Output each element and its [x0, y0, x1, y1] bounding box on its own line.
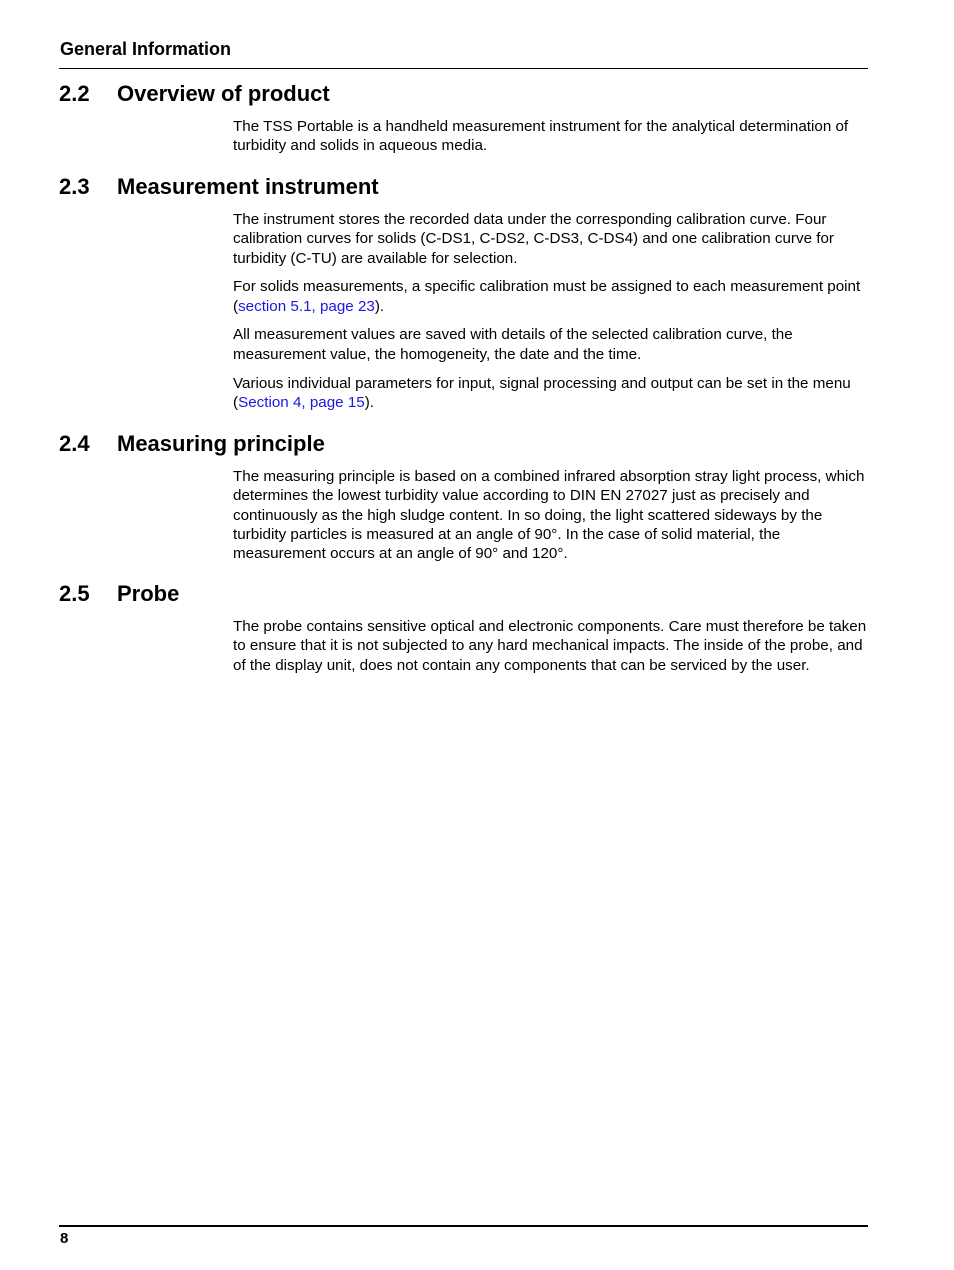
section-heading [59, 81, 330, 107]
paragraph: The measuring principle is based on a combined infrared absorption stray light process, which determines the lowest turbidity value according to DIN EN 27027 just as precisely and continuously as the high sludge content. In so doing, the light scattered sideways by the turbidity particles is measured at an angle of 90°. In the case of solid material, the measurement occurs at an angle of 90° and 120°. [233, 468, 865, 563]
paragraph: All measurement values are saved with details of the selected calibration curve, the measurement value, the homogeneity, the date and the time. [233, 326, 793, 363]
section-number: 2.3 [59, 174, 90, 199]
paragraph-with-link [233, 374, 873, 413]
footer-rule [59, 1225, 868, 1227]
section-heading [59, 431, 325, 457]
section-heading [59, 174, 379, 200]
section-heading [59, 581, 179, 607]
paragraph: The instrument stores the recorded data under the corresponding calibration curve. Four calibration curves for solids (C-DS1, C-DS2, C-DS3, C-DS4) and one calibration curve for turbidity (C-TU) are available for selection. [233, 211, 834, 267]
cross-reference-link[interactable]: section 5.1, page 23 [238, 297, 375, 315]
header-rule [59, 68, 868, 69]
cross-reference-link[interactable]: Section 4, page 15 [238, 393, 365, 411]
section-title: Probe [117, 581, 180, 606]
section-body [233, 117, 873, 165]
paragraph-text: For solids measurements, a specific calibration must be assigned to each measurement point ( [233, 278, 861, 315]
section-body [233, 467, 873, 573]
paragraph-text: ). [364, 393, 375, 411]
paragraph: The TSS Portable is a handheld measurement instrument for the analytical determination of turbidity and solids in aqueous media. [233, 118, 849, 155]
paragraph-text: Various individual parameters for input, signal processing and output can be set in the menu ( [233, 374, 851, 411]
section-body [233, 210, 873, 422]
paragraph-with-link [233, 277, 873, 316]
section-number: 2.5 [59, 581, 90, 606]
section-body [233, 617, 873, 684]
section-number: 2.2 [59, 81, 90, 106]
running-header: General Information [60, 39, 232, 59]
paragraph-text: ). [374, 297, 385, 315]
paragraph: The probe contains sensitive optical and electronic components. Care must therefore be taken to ensure that it is not subjected to any hard mechanical impacts. The inside of the probe, and of the display unit, does not contain any components that can be serviced by the user. [233, 618, 867, 674]
section-number: 2.4 [59, 431, 90, 456]
section-title: Measuring principle [117, 431, 325, 456]
section-title: Overview of product [117, 81, 330, 106]
section-title: Measurement instrument [117, 174, 379, 199]
page-number: 8 [60, 1230, 69, 1247]
